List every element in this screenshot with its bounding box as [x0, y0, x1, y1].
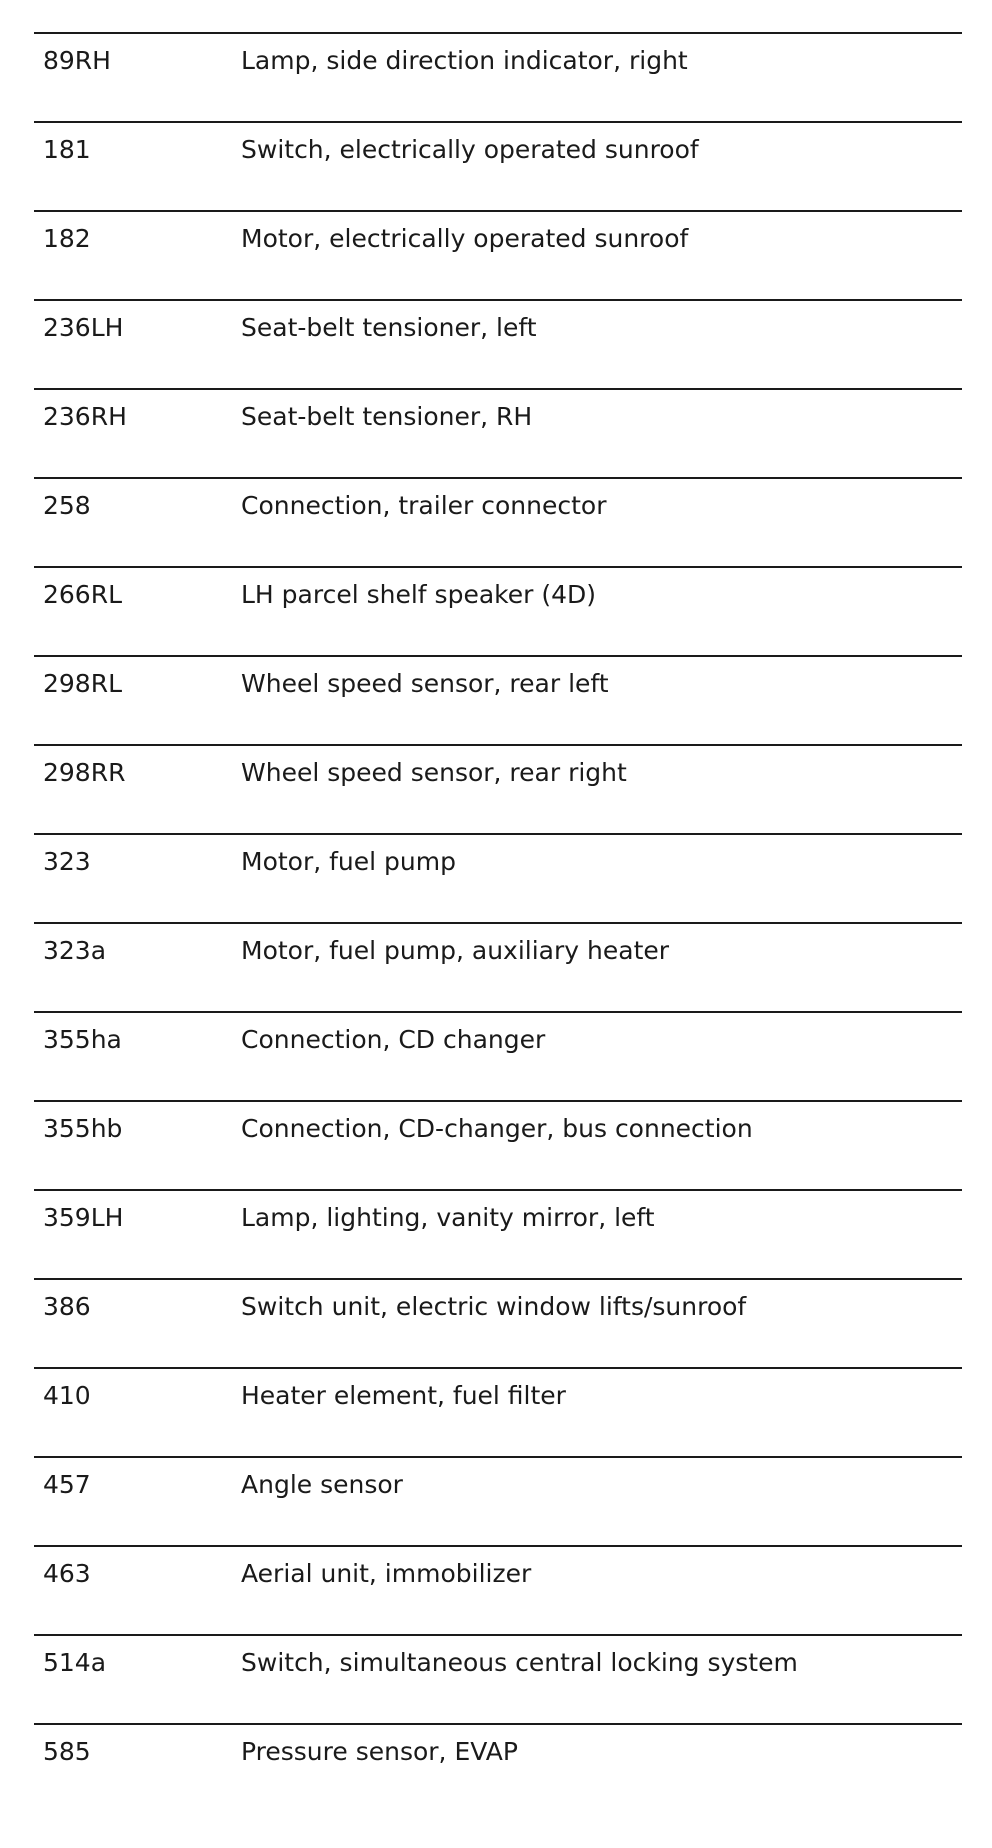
- table-row: [34, 1545, 962, 1634]
- component-description: Connection, CD-changer, bus connection: [241, 1114, 753, 1143]
- component-code: 236RH: [43, 402, 127, 431]
- table-row: [34, 1278, 962, 1367]
- component-code: 266RL: [43, 580, 123, 609]
- component-code: 410: [43, 1381, 91, 1410]
- component-description: Motor, fuel pump: [241, 847, 456, 876]
- component-code: 386: [43, 1292, 91, 1321]
- component-code: 258: [43, 491, 91, 520]
- component-code: 463: [43, 1559, 91, 1588]
- component-code: 181: [43, 135, 91, 164]
- table-row: [34, 1367, 962, 1456]
- table-row: [34, 922, 962, 1011]
- component-description: LH parcel shelf speaker (4D): [241, 580, 597, 609]
- component-code: 298RR: [43, 758, 126, 787]
- component-description: Motor, fuel pump, auxiliary heater: [241, 936, 670, 965]
- component-code: 236LH: [43, 313, 124, 342]
- component-description: Angle sensor: [241, 1470, 403, 1499]
- component-code: 355hb: [43, 1114, 123, 1143]
- component-description: Seat-belt tensioner, left: [241, 313, 537, 342]
- component-code: 359LH: [43, 1203, 124, 1232]
- table-row: [34, 833, 962, 922]
- component-code: 89RH: [43, 46, 111, 75]
- component-description: Wheel speed sensor, rear right: [241, 758, 627, 787]
- component-code: 457: [43, 1470, 91, 1499]
- component-code: 182: [43, 224, 91, 253]
- component-code: 514a: [43, 1648, 107, 1677]
- component-description: Pressure sensor, EVAP: [241, 1737, 518, 1766]
- table-row: [34, 32, 962, 121]
- component-code: 298RL: [43, 669, 123, 698]
- component-description: Switch unit, electric window lifts/sunroof: [241, 1292, 747, 1321]
- table-row: [34, 299, 962, 388]
- component-description: Seat-belt tensioner, RH: [241, 402, 533, 431]
- table-row: [34, 1456, 962, 1545]
- component-description: Lamp, lighting, vanity mirror, left: [241, 1203, 655, 1232]
- component-description: Wheel speed sensor, rear left: [241, 669, 609, 698]
- component-code: 323: [43, 847, 91, 876]
- component-code: 585: [43, 1737, 91, 1766]
- component-description: Motor, electrically operated sunroof: [241, 224, 689, 253]
- table-row: [34, 566, 962, 655]
- table-row: [34, 1189, 962, 1278]
- component-description: Switch, simultaneous central locking system: [241, 1648, 798, 1677]
- component-description: Connection, trailer connector: [241, 491, 607, 520]
- component-description: Lamp, side direction indicator, right: [241, 46, 688, 75]
- table-row: [34, 1100, 962, 1189]
- table-row: [34, 1723, 962, 1795]
- component-description: Aerial unit, immobilizer: [241, 1559, 532, 1588]
- component-description: Heater element, fuel filter: [241, 1381, 566, 1410]
- table-row: [34, 1011, 962, 1100]
- table-row: [34, 477, 962, 566]
- table-row: [34, 1634, 962, 1723]
- component-code: 323a: [43, 936, 107, 965]
- table-row: [34, 388, 962, 477]
- table-row: [34, 655, 962, 744]
- component-description: Switch, electrically operated sunroof: [241, 135, 699, 164]
- table-row: [34, 121, 962, 210]
- component-code: 355ha: [43, 1025, 122, 1054]
- component-description: Connection, CD changer: [241, 1025, 546, 1054]
- component-table: [34, 32, 962, 1795]
- table-row: [34, 210, 962, 299]
- table-row: [34, 744, 962, 833]
